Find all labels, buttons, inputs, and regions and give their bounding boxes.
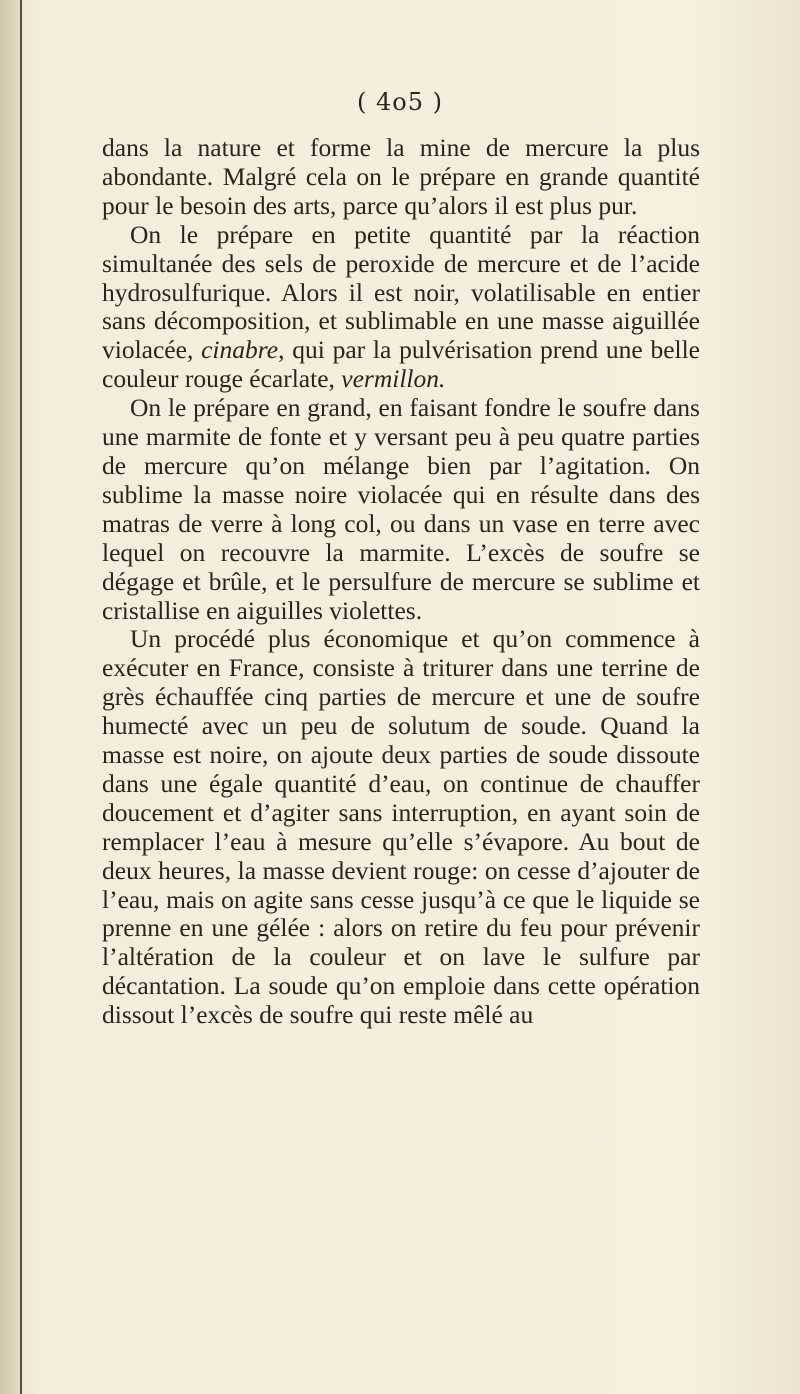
body-text (102, 134, 700, 1030)
term-vermillon: vermillon. (341, 364, 446, 394)
paragraph-1: dans la nature et forme la mine de mercure la plus abondante. Malgré cela on le prépare en grande quantité pour le besoin des arts, parce qu’alors il est plus pur. (102, 133, 700, 220)
paragraph-2-text-a: On le prépare en petite quantité par la réaction simultanée des sels de peroxide de mercure et de l’acide hydrosulfurique. Alors il est noir, volatilisable en entier sans décomposition, et sublimable en une masse aiguillée violacée, (102, 219, 700, 365)
paragraph-2 (102, 221, 700, 394)
paragraph-2-text-b: , qui par la pulvérisation prend une belle couleur rouge écarlate, (102, 335, 701, 394)
gutter-line (20, 0, 22, 1394)
book-spine (0, 0, 22, 1394)
term-cinabre: cinabre (201, 335, 279, 365)
paragraph-4: Un procédé plus économique et qu’on commence à exécuter en France, consiste à triturer dans une terrine de grès échauffée cinq parties de mercure et une de soufre humecté avec un peu de solutum de soude. Quand la masse est noire, on ajoute deux parties de soude dissoute dans une égale quantité d’eau, on continue de chauffer doucement et d’agiter sans interruption, en ayant soin de remplacer l’eau à mesure qu’elle s’évapore. Au bout de deux heures, la masse devient rouge: on cesse d’ajouter de l’eau, mais on agite sans cesse jusqu’à ce que le liquide se prenne en une gélée : alors on retire du feu pour prévenir l’altération de la couleur et on lave le sulfure par décantation. La soude qu’on emploie dans cette opération dissout l’excès de soufre qui reste mêlé au (102, 624, 700, 1030)
page-number: ( 4o5 ) (357, 88, 443, 116)
paragraph-3: On le prépare en grand, en faisant fondre le soufre dans une marmite de fonte et y versant peu à peu quatre parties de mercure qu’on mélange bien par l’agitation. On sublime la masse noire violacée qui en résulte dans des matras de verre à long col, ou dans un vase en terre avec lequel on recouvre la marmite. L’excès de soufre se dégage et brûle, et le persulfure de mercure se sublime et cristallise en aiguilles violettes. (102, 393, 700, 625)
